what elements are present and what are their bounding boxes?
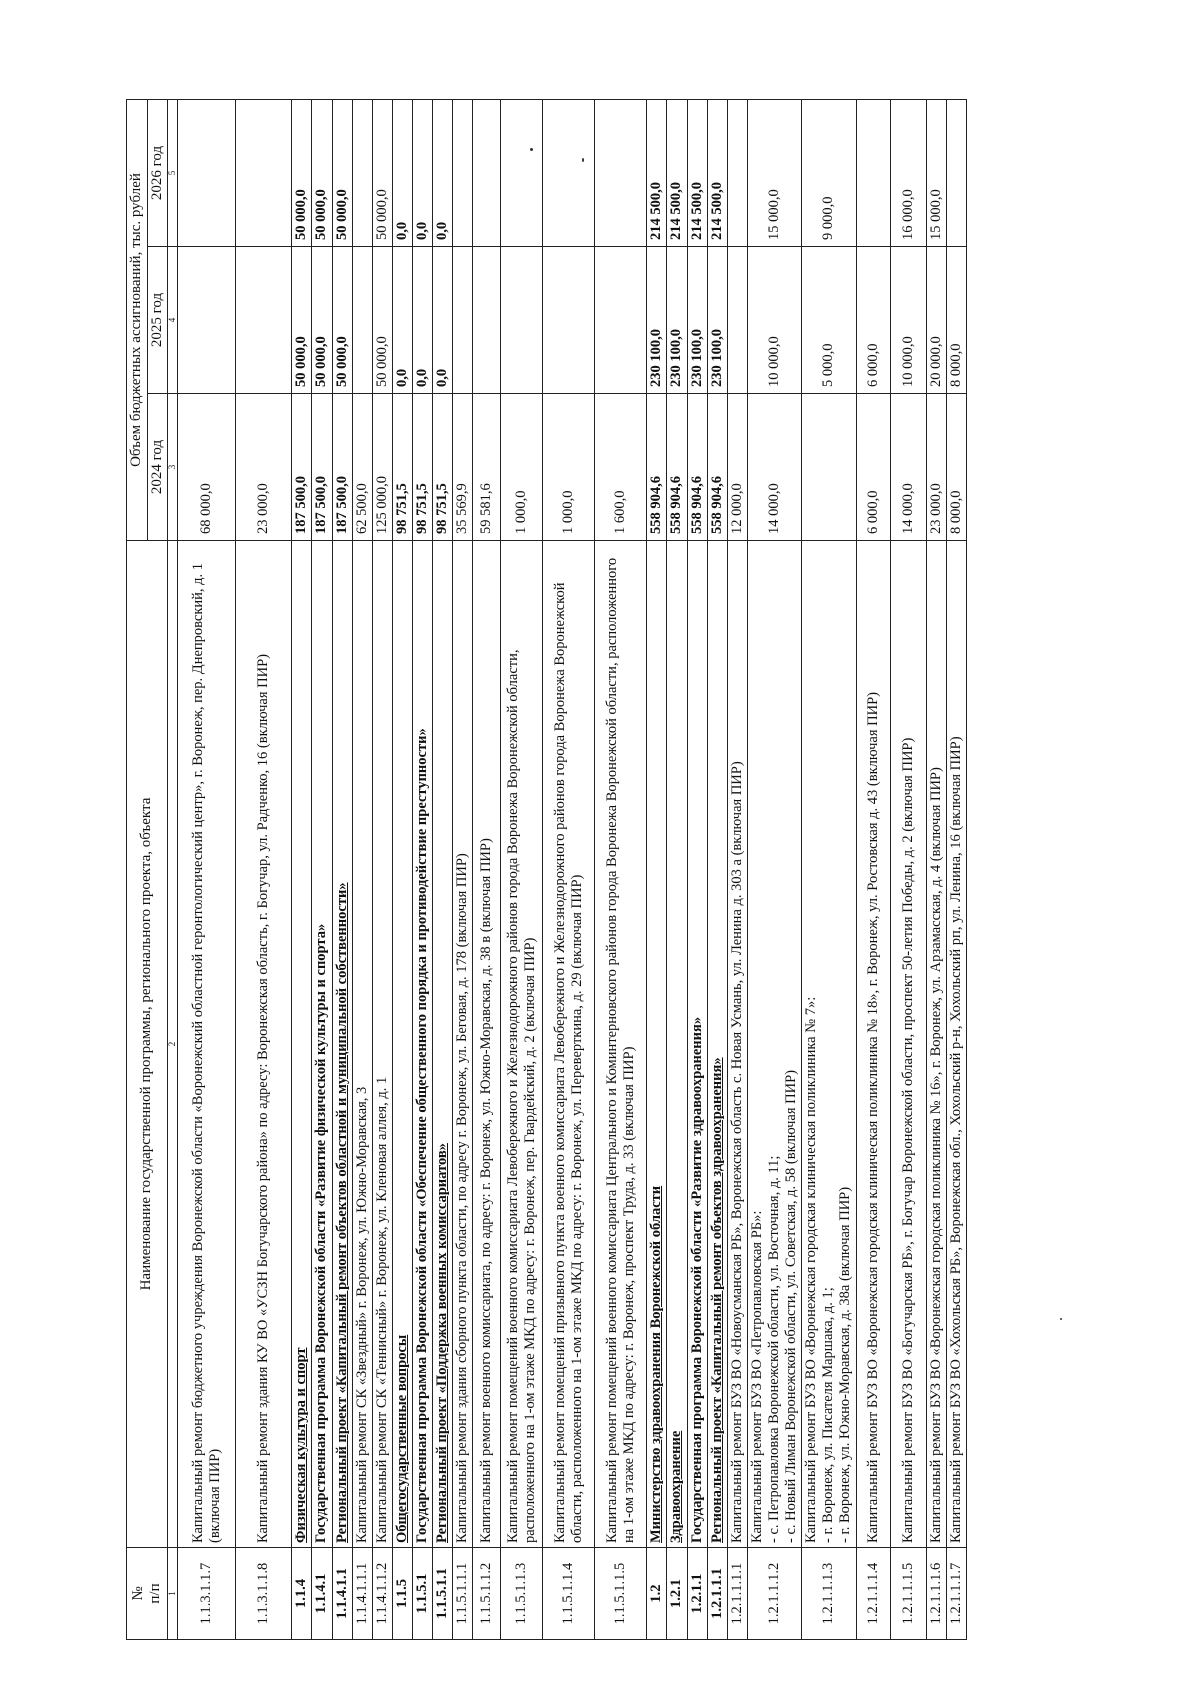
row-value-2026-text: 0,0: [393, 221, 410, 240]
row-number: [312, 1548, 332, 1640]
table-row: [392, 99, 412, 1639]
row-number: [856, 1548, 890, 1640]
row-value-2024-text: 558 904,6: [688, 476, 705, 534]
row-number: [946, 1548, 966, 1640]
row-name: [501, 541, 543, 1548]
row-number: [501, 1548, 543, 1640]
row-value-2025-text: 230 100,0: [708, 329, 725, 387]
row-name: [946, 541, 966, 1548]
table-row: [433, 99, 453, 1639]
row-name: [926, 541, 946, 1548]
budget-table: [126, 99, 967, 1640]
row-value-2024-text: 1 000,0: [513, 490, 530, 534]
row-value-2024-text: 62 500,0: [353, 483, 370, 534]
row-value-2024: [543, 394, 595, 541]
row-value-2026-text: 0,0: [414, 221, 431, 240]
row-value-2026: [473, 99, 501, 246]
row-name-text: Капитальный ремонт БУЗ ВО «Воронежская городская клиническая поликлиника № 7»: - г. Воронеж, ул. Писателя Маршака, д. 1; - г. Воронеж, ул. Южно-Моравская, д. 38а (включая ПИР): [803, 996, 854, 1543]
row-value-2024: [667, 394, 687, 541]
row-value-2026: [501, 99, 543, 246]
row-number: [543, 1548, 595, 1640]
row-value-2026: [372, 99, 392, 246]
row-value-2026: [178, 99, 236, 246]
table-row: [372, 99, 392, 1639]
row-number-text: 1.1.5.1.1.4: [560, 1562, 577, 1625]
row-value-2025: [890, 247, 926, 394]
row-value-2026-text: 50 000,0: [293, 189, 310, 240]
row-value-2026-text: 214 500,0: [708, 182, 725, 240]
row-name: [413, 541, 433, 1548]
row-value-2024-text: 1 000,0: [560, 490, 577, 534]
row-value-2026: [312, 99, 332, 246]
row-value-2025-text: 230 100,0: [668, 329, 685, 387]
row-value-2026: [647, 99, 667, 246]
row-value-2024: [392, 394, 412, 541]
row-value-2024-text: 12 000,0: [728, 483, 745, 534]
row-value-2026: [667, 99, 687, 246]
row-name: [707, 541, 727, 1548]
row-number-text: 1.2.1: [668, 1579, 685, 1608]
row-value-2025: [473, 247, 501, 394]
row-number: [433, 1548, 453, 1640]
row-name-text: Капитальный ремонт военного комиссариата, по адресу: г. Воронеж, ул. Южно-Моравская, д. 38 в (включая ПИР): [478, 838, 495, 1543]
row-value-2025-text: 0,0: [414, 368, 431, 387]
row-value-2026-text: 15 000,0: [766, 189, 783, 240]
table-row: [802, 99, 856, 1639]
row-value-2025: [595, 247, 647, 394]
row-value-2025: [856, 247, 890, 394]
row-value-2024: [332, 394, 352, 541]
row-value-2025-text: 0,0: [393, 368, 410, 387]
row-number: [926, 1548, 946, 1640]
row-name: [473, 541, 501, 1548]
row-number: [413, 1548, 433, 1640]
table-row: [352, 99, 372, 1639]
row-value-2024-text: 14 000,0: [766, 483, 783, 534]
row-value-2025: [413, 247, 433, 394]
row-value-2024: [312, 394, 332, 541]
row-value-2024-text: 23 000,0: [255, 483, 272, 534]
row-number-text: 1.2: [648, 1584, 665, 1603]
table-row: [473, 99, 501, 1639]
row-number-text: 1.2.1.1.1.4: [864, 1562, 881, 1625]
row-value-2026: [856, 99, 890, 246]
header-name: Наименование государственной программы, регионального проекта, объекта: [127, 541, 168, 1548]
row-value-2026: [352, 99, 372, 246]
row-name-text: Капитальный ремонт БУЗ ВО «Богучарская РБ», г. Богучар Воронежской области, проспект 50-летия Победы, д. 2 (включая ПИР): [899, 737, 916, 1543]
row-name: [433, 541, 453, 1548]
header-year-2026: 2026 год: [147, 99, 168, 246]
row-value-2026: [946, 99, 966, 246]
row-value-2025: [667, 247, 687, 394]
table-row: [453, 99, 473, 1639]
rotated-table-page: [126, 100, 1066, 1640]
row-name-text: Государственная программа Воронежской области «Развитие здравоохранения»: [688, 1016, 705, 1543]
row-value-2024-text: 14 000,0: [899, 483, 916, 534]
row-number-text: 1.2.1.1.1.1: [728, 1562, 745, 1625]
row-value-2024: [595, 394, 647, 541]
row-value-2026: [413, 99, 433, 246]
row-value-2025-text: 230 100,0: [648, 329, 665, 387]
row-value-2025-text: 10 000,0: [899, 336, 916, 387]
row-number-text: 1.1.4.1.1: [333, 1568, 350, 1619]
row-value-2024-text: 558 904,6: [648, 476, 665, 534]
row-value-2026-text: 214 500,0: [688, 182, 705, 240]
row-name-text: Капитальный ремонт бюджетного учреждения Воронежской области «Воронежский областной геронтологический центр», г. Воронеж, пер. Днепровский, д. 1 (включая ПИР): [189, 562, 223, 1543]
row-value-2024-text: 1 600,0: [612, 490, 629, 534]
row-name-text: Капитальный ремонт помещений военного комиссариата Центрального и Коминтерновского районов города Воронежа Воронежской области, расположенного на 1-ом этаже МКД по адресу: г. Воронеж, проспект Труда, д. 33 (включая ПИР): [603, 557, 637, 1543]
row-name-text: Региональный проект «Капитальный ремонт объектов областной и муниципальной собственности»: [333, 882, 350, 1543]
row-value-2024-text: 98 751,5: [393, 483, 410, 534]
row-name: [178, 541, 236, 1548]
row-value-2024-text: 98 751,5: [434, 483, 451, 534]
row-number-text: 1.1.3.1.1.7: [198, 1562, 215, 1625]
header-index: 5: [168, 99, 178, 246]
row-value-2024: [236, 394, 292, 541]
row-value-2026: [453, 99, 473, 246]
header-index: 1: [168, 1548, 178, 1640]
table-row: [687, 99, 707, 1639]
row-value-2026: [595, 99, 647, 246]
table-row: [413, 99, 433, 1639]
row-value-2024-text: 98 751,5: [414, 483, 431, 534]
row-value-2026: [332, 99, 352, 246]
table-row: [543, 99, 595, 1639]
row-number: [178, 1548, 236, 1640]
row-value-2025-text: 50 000,0: [373, 336, 390, 387]
row-value-2025: [687, 247, 707, 394]
row-value-2025-text: 0,0: [434, 368, 451, 387]
table-row: [946, 99, 966, 1639]
row-name-text: Капитальный ремонт помещений призывного пункта военного комиссариата Левобережного и Железнодорожного районов города Воронежа Воронежской области, расположенного на 1-ом этаже МКД по адресу: г. Воронеж, ул. Переверткина, д. 29 (включая ПИР): [551, 582, 585, 1543]
row-value-2024: [926, 394, 946, 541]
table-row: [292, 99, 312, 1639]
row-value-2024-text: 558 904,6: [708, 476, 725, 534]
row-name: [453, 541, 473, 1548]
row-number-text: 1.1.4: [293, 1579, 310, 1608]
row-value-2026: [747, 99, 801, 246]
row-value-2024: [433, 394, 453, 541]
row-number: [707, 1548, 727, 1640]
row-name-text: Региональный проект «Капитальный ремонт объектов здравоохранения»: [708, 1057, 725, 1543]
row-number: [647, 1548, 667, 1640]
row-value-2025-text: 8 000,0: [947, 343, 964, 387]
row-name: [647, 541, 667, 1548]
table-row: [595, 99, 647, 1639]
row-value-2024-text: 35 569,9: [454, 483, 471, 534]
row-value-2025-text: 5 000,0: [820, 343, 837, 387]
row-number-text: 1.1.5.1: [414, 1573, 431, 1614]
row-value-2024: [372, 394, 392, 541]
row-number: [453, 1548, 473, 1640]
row-name-text: Государственная программа Воронежской области «Обеспечение общественного порядка и противодействие преступности»: [414, 728, 431, 1543]
row-number-text: 1.1.5: [393, 1579, 410, 1608]
row-name: [292, 541, 312, 1548]
row-number: [747, 1548, 801, 1640]
row-value-2025: [453, 247, 473, 394]
row-name-text: Капитальный ремонт здания сборного пункта области, по адресу г. Воронеж, ул. Беговая, д. 178 (включая ПИР): [454, 853, 471, 1543]
row-value-2026: [926, 99, 946, 246]
row-value-2024: [890, 394, 926, 541]
row-number-text: 1.2.1.1.1.2: [766, 1562, 783, 1625]
row-number-text: 1.2.1.1: [688, 1573, 705, 1614]
row-value-2025-text: 50 000,0: [313, 336, 330, 387]
row-value-2025-text: 10 000,0: [766, 336, 783, 387]
row-number: [595, 1548, 647, 1640]
row-name: [856, 541, 890, 1548]
row-value-2024: [178, 394, 236, 541]
header-index-row: [168, 99, 178, 1639]
row-value-2025: [707, 247, 727, 394]
row-value-2025: [352, 247, 372, 394]
row-number-text: 1.1.5.1.1.1: [454, 1562, 471, 1625]
row-value-2026-text: 214 500,0: [668, 182, 685, 240]
row-value-2024: [501, 394, 543, 541]
row-number-text: 1.1.3.1.1.8: [255, 1562, 272, 1625]
table-row: [727, 99, 747, 1639]
row-number-text: 1.1.5.1.1.3: [513, 1562, 530, 1625]
row-value-2024: [413, 394, 433, 541]
row-name-text: Физическая культура и спорт: [293, 1347, 310, 1543]
row-value-2025: [292, 247, 312, 394]
row-value-2025: [747, 247, 801, 394]
row-value-2024-text: 187 500,0: [313, 476, 330, 534]
row-number: [372, 1548, 392, 1640]
row-value-2024-text: 6 000,0: [864, 490, 881, 534]
row-value-2025: [926, 247, 946, 394]
row-number: [727, 1548, 747, 1640]
table-row: [926, 99, 946, 1639]
row-name: [312, 541, 332, 1548]
header-index: 2: [168, 541, 178, 1548]
row-number: [392, 1548, 412, 1640]
row-number-text: 1.1.4.1.1.2: [373, 1562, 390, 1625]
row-number-text: 1.2.1.1.1.7: [947, 1562, 964, 1625]
row-name-text: Общегосударственные вопросы: [393, 1334, 410, 1543]
row-value-2024: [946, 394, 966, 541]
header-volume: Объем бюджетных ассигнований, тыс. рублей: [127, 99, 148, 540]
table-row: [647, 99, 667, 1639]
row-name: [747, 541, 801, 1548]
row-number: [332, 1548, 352, 1640]
row-value-2026-text: 9 000,0: [820, 196, 837, 240]
header-index: 4: [168, 247, 178, 394]
row-value-2025: [501, 247, 543, 394]
row-value-2025: [647, 247, 667, 394]
row-number-text: 1.2.1.1.1.3: [820, 1562, 837, 1625]
row-name-text: Министерство здравоохранения Воронежской области: [648, 1185, 665, 1543]
row-name-text: Капитальный ремонт БУЗ ВО «Воронежская городская поликлиника № 16», г. Воронеж, ул. Арзамасская, д. 4 (включая ПИР): [927, 767, 944, 1543]
row-value-2026: [802, 99, 856, 246]
header-year-2024: 2024 год: [147, 394, 168, 541]
row-name-text: Капитальный ремонт БУЗ ВО «Новоусманская РБ», Воронежская область с. Новая Усмань, ул. Ленина д. 303 а (включая ПИР): [728, 761, 745, 1543]
row-value-2026-text: 15 000,0: [927, 189, 944, 240]
row-value-2024-text: 68 000,0: [198, 483, 215, 534]
row-value-2024-text: 8 000,0: [947, 490, 964, 534]
row-value-2026-text: 214 500,0: [648, 182, 665, 240]
row-value-2025-text: 50 000,0: [293, 336, 310, 387]
row-number: [473, 1548, 501, 1640]
table-row: [856, 99, 890, 1639]
row-number: [292, 1548, 312, 1640]
row-value-2025: [946, 247, 966, 394]
row-value-2025: [802, 247, 856, 394]
row-name: [802, 541, 856, 1548]
table-row: [667, 99, 687, 1639]
row-value-2026: [392, 99, 412, 246]
row-value-2024-text: 187 500,0: [333, 476, 350, 534]
row-value-2024: [292, 394, 312, 541]
row-value-2025: [433, 247, 453, 394]
row-number: [667, 1548, 687, 1640]
row-value-2024-text: 125 000,0: [373, 476, 390, 534]
row-value-2025: [178, 247, 236, 394]
row-value-2024-text: 23 000,0: [927, 483, 944, 534]
row-value-2025: [312, 247, 332, 394]
row-value-2026: [433, 99, 453, 246]
row-value-2026: [707, 99, 727, 246]
row-name: [667, 541, 687, 1548]
row-name: [543, 541, 595, 1548]
row-value-2026: [727, 99, 747, 246]
row-name: [890, 541, 926, 1548]
row-name: [687, 541, 707, 1548]
row-value-2025: [372, 247, 392, 394]
row-name-text: Государственная программа Воронежской области «Развитие физической культуры и спорта»: [313, 923, 330, 1543]
row-name-text: Капитальный ремонт здания КУ ВО «УСЗН Богучарского района» по адресу: Воронежская область, г. Богучар, ул. Радченко, 16 (включая ПИР): [255, 654, 272, 1543]
table-row: [332, 99, 352, 1639]
row-value-2024: [473, 394, 501, 541]
row-value-2026-text: 0,0: [434, 221, 451, 240]
row-value-2024: [687, 394, 707, 541]
row-value-2026: [543, 99, 595, 246]
row-name-text: Капитальный ремонт БУЗ ВО «Петропавловская РБ»: - с. Петропавловка Воронежской области, ул. Восточная, д. 11; - с. Новый Лиман Воронежской области, ул. Советская, д. 58 (включая ПИР): [748, 1070, 800, 1543]
row-value-2025: [236, 247, 292, 394]
row-value-2024-text: 558 904,6: [668, 476, 685, 534]
row-name: [727, 541, 747, 1548]
row-name: [332, 541, 352, 1548]
table-row: [501, 99, 543, 1639]
row-number: [236, 1548, 292, 1640]
row-name-text: Капитальный ремонт СК «Звездный» г. Воронеж, ул. Южно-Моравская, 3: [353, 1086, 370, 1543]
row-value-2025-text: 20 000,0: [927, 336, 944, 387]
row-value-2024: [856, 394, 890, 541]
row-name: [392, 541, 412, 1548]
row-number-text: 1.1.5.1.1.2: [478, 1562, 495, 1625]
table-row: [707, 99, 727, 1639]
row-value-2025-text: 6 000,0: [864, 343, 881, 387]
row-number-text: 1.1.4.1: [313, 1573, 330, 1614]
row-name-text: Капитальный ремонт БУЗ ВО «Хохольская РБ», Воронежская обл., Хохольский р-н, Хохольский рп, ул. Ленина, 16 (включая ПИР): [947, 736, 964, 1543]
row-value-2026-text: 50 000,0: [313, 189, 330, 240]
row-value-2024: [802, 394, 856, 541]
row-number-text: 1.1.5.1.1.5: [612, 1562, 629, 1625]
row-number-text: 1.2.1.1.1.5: [899, 1562, 916, 1625]
row-value-2025: [332, 247, 352, 394]
row-value-2024: [747, 394, 801, 541]
table-row: [312, 99, 332, 1639]
table-row: [236, 99, 292, 1639]
row-name: [595, 541, 647, 1548]
row-number-text: 1.1.4.1.1.1: [353, 1562, 370, 1625]
row-value-2024: [352, 394, 372, 541]
row-name-text: Региональный проект «Поддержка военных комиссариатов»: [434, 1143, 451, 1543]
table-row: [747, 99, 801, 1639]
row-value-2026-text: 50 000,0: [373, 189, 390, 240]
row-value-2026: [236, 99, 292, 246]
row-value-2026: [687, 99, 707, 246]
row-name: [372, 541, 392, 1548]
row-value-2026-text: 50 000,0: [333, 189, 350, 240]
header-row: [127, 99, 148, 1639]
row-value-2024: [727, 394, 747, 541]
header-num: № п/п: [127, 1548, 168, 1640]
row-number-text: 1.2.1.1.1: [708, 1568, 725, 1619]
table-row: [890, 99, 926, 1639]
row-value-2025: [727, 247, 747, 394]
table-row: [178, 99, 236, 1639]
row-value-2024: [647, 394, 667, 541]
row-number: [890, 1548, 926, 1640]
row-value-2026-text: 16 000,0: [899, 189, 916, 240]
row-value-2024: [453, 394, 473, 541]
row-name-text: Капитальный ремонт БУЗ ВО «Воронежская городская клиническая поликлиника № 18», г. Воронеж, ул. Ростовская д. 43 (включая ПИР): [864, 692, 881, 1543]
row-name-text: Капитальный ремонт помещений военного комиссариата Левобережного и Железнодорожного районов города Воронежа Воронежской области, расположенного на 1-ом этаже МКД по адресу: г. Воронеж, пер. Гвардейский, д. 2 (включая ПИР): [504, 649, 538, 1543]
row-value-2025: [543, 247, 595, 394]
row-name-text: Здравоохранение: [668, 1430, 685, 1543]
row-value-2024-text: 59 581,6: [478, 483, 495, 534]
row-value-2024: [707, 394, 727, 541]
header-year-2025: 2025 год: [147, 247, 168, 394]
row-value-2025-text: 50 000,0: [333, 336, 350, 387]
row-name: [236, 541, 292, 1548]
row-number: [687, 1548, 707, 1640]
row-value-2025: [392, 247, 412, 394]
row-name: [352, 541, 372, 1548]
row-number-text: 1.1.5.1.1: [434, 1568, 451, 1619]
row-value-2025-text: 230 100,0: [688, 329, 705, 387]
header-index: 3: [168, 394, 178, 541]
table-body: [178, 99, 966, 1639]
row-value-2026: [890, 99, 926, 246]
row-number: [352, 1548, 372, 1640]
row-name-text: Капитальный ремонт СК «Теннисный» г. Воронеж, ул. Кленовая аллея, д. 1: [373, 1076, 390, 1543]
row-number-text: 1.2.1.1.1.6: [927, 1562, 944, 1625]
row-number: [802, 1548, 856, 1640]
row-value-2024-text: 187 500,0: [293, 476, 310, 534]
row-value-2026: [292, 99, 312, 246]
